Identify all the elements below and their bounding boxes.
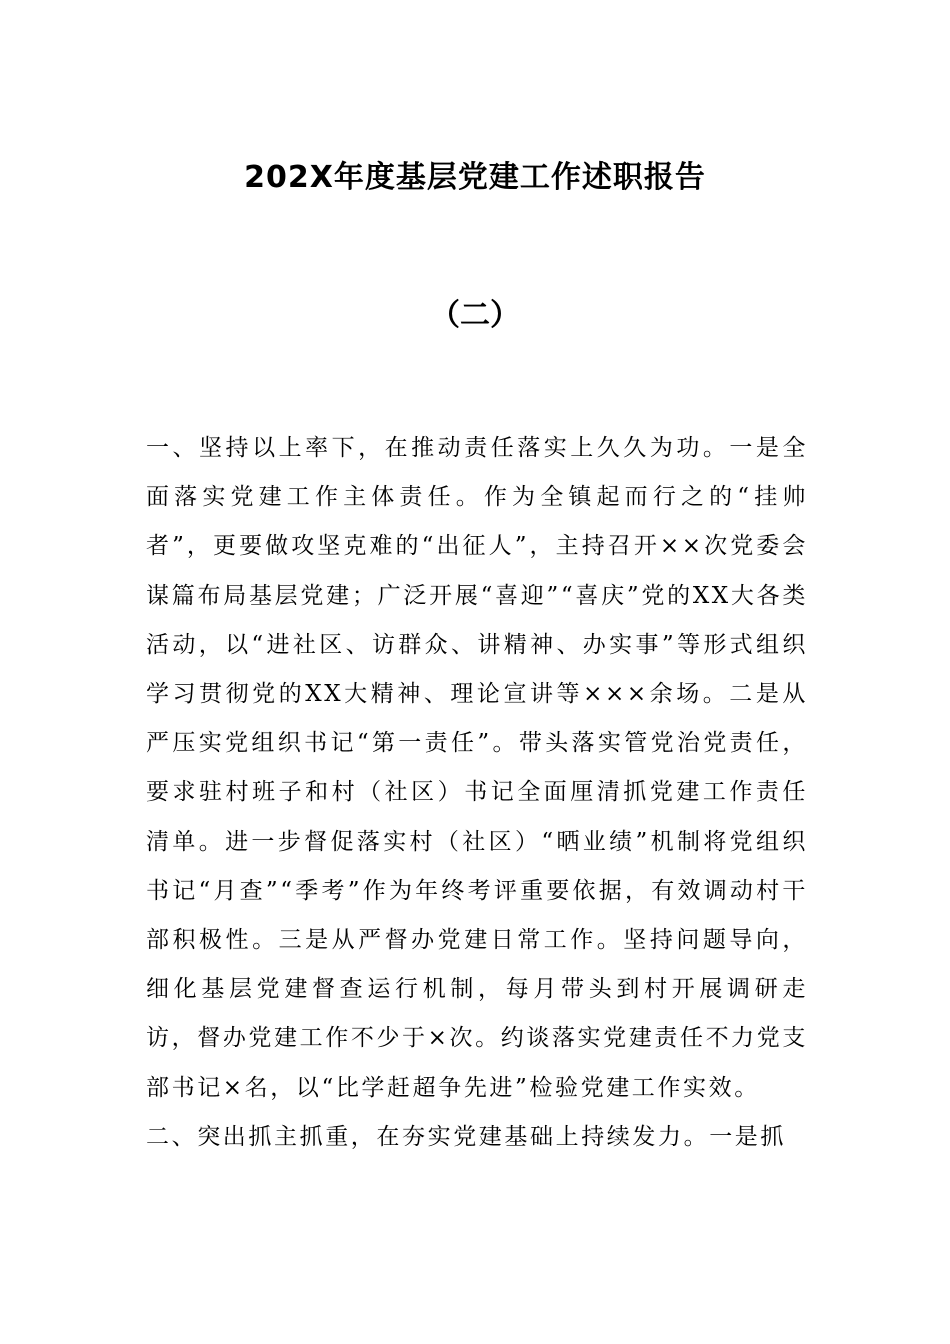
paragraph-section-one: 一、坚持以上率下，在推动责任落实上久久为功。一是全面落实党建工作主体责任。作为全镇起而行之的“挂帅者”，更要做攻坚克难的“出征人”，主持召开××次党委会谋篇布局基层党建；广泛开展“喜迎”“喜庆”党的XX大各类活动，以“进社区、访群众、讲精神、办实事”等形式组织学习贯彻党的XX大精神、理论宣讲等×××余场。二是从严压实党组织书记“第一责任”。带头落实管党治党责任，要求驻村班子和村（社区）书记全面厘清抓党建工作责任清单。进一步督促落实村（社区）“晒业绩”机制将党组织书记“月查”“季考”作为年终考评重要依据，有效调动村干部积极性。三是从严督办党建日常工作。坚持问题导向，细化基层党建督查运行机制，每月带头到村开展调研走访，督办党建工作不少于×次。约谈落实党建责任不力党支部书记×名，以“比学赶超争先进”检验党建工作实效。 xyxy=(146,435,808,1101)
document-subtitle: （二） xyxy=(430,298,520,333)
document-body xyxy=(146,424,808,1162)
paragraph-section-two: 二、突出抓主抓重，在夯实党建基础上持续发力。一是抓 xyxy=(146,1123,786,1150)
document-title: 202X年度基层党建工作述职报告 xyxy=(244,160,706,195)
